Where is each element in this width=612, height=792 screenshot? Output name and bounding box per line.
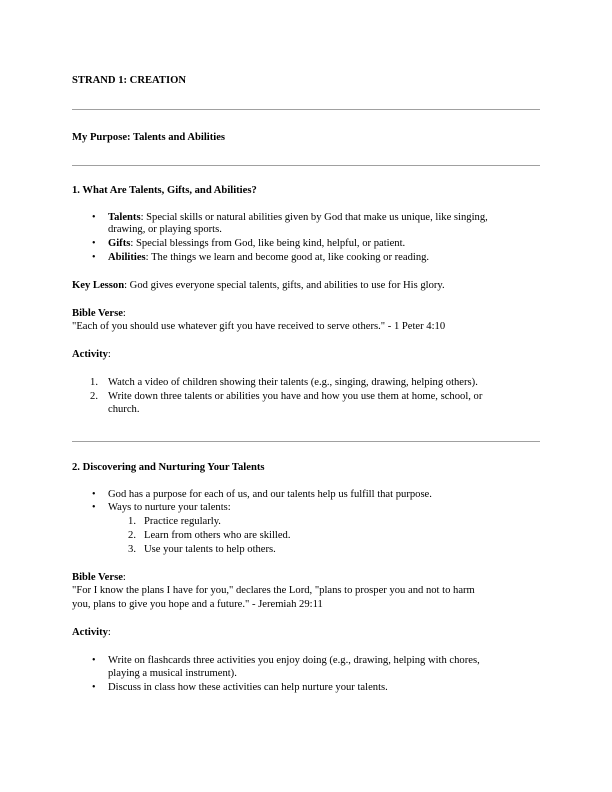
unit-title: My Purpose: Talents and Abilities	[72, 132, 226, 143]
sub-list-item: Learn from others who are skilled.	[144, 530, 291, 541]
bullet-icon: •	[92, 682, 96, 693]
section2-heading: 2. Discovering and Nurturing Your Talents	[72, 462, 265, 473]
section1-heading: 1. What Are Talents, Gifts, and Abilities?	[72, 185, 257, 196]
sub-list-item: Use your talents to help others.	[144, 544, 276, 555]
divider	[72, 109, 540, 110]
bullet-icon: •	[92, 655, 96, 666]
bible-verse-label: Bible Verse:	[72, 572, 126, 583]
list-item: Watch a video of children showing their talents (e.g., singing, drawing, helping others).	[108, 377, 478, 388]
activity-label: Activity:	[72, 349, 111, 360]
bible-verse-label: Bible Verse:	[72, 308, 126, 319]
bullet-icon: •	[92, 252, 96, 263]
list-item: God has a purpose for each of us, and our talents help us fulfill that purpose.	[108, 489, 432, 500]
list-number: 3.	[128, 544, 136, 555]
key-lesson: Key Lesson: God gives everyone special talents, gifts, and abilities to use for His glory.	[72, 280, 445, 291]
bullet-icon: •	[92, 238, 96, 249]
list-number: 1.	[128, 516, 136, 527]
list-item-continuation: drawing, or playing sports.	[108, 224, 222, 235]
list-number: 2.	[128, 530, 136, 541]
activity-label: Activity:	[72, 627, 111, 638]
list-item: Write down three talents or abilities you have and how you use them at home, school, or	[108, 391, 483, 402]
bullet-icon: •	[92, 489, 96, 500]
divider	[72, 165, 540, 166]
bullet-icon: •	[92, 212, 96, 223]
list-item: Gifts: Special blessings from God, like being kind, helpful, or patient.	[108, 238, 406, 249]
divider	[72, 441, 540, 442]
list-number: 2.	[90, 391, 98, 402]
bullet-icon: •	[92, 502, 96, 513]
list-item-continuation: church.	[108, 404, 140, 415]
list-item: Write on flashcards three activities you enjoy doing (e.g., drawing, helping with chores,	[108, 655, 480, 666]
strand-title: STRAND 1: CREATION	[72, 75, 186, 86]
list-item: Talents: Special skills or natural abilities given by God that make us unique, like singing,	[108, 212, 488, 223]
bible-verse-text: "Each of you should use whatever gift you have received to serve others." - 1 Peter 4:10	[72, 321, 446, 332]
list-item-continuation: playing a musical instrument).	[108, 668, 237, 679]
list-number: 1.	[90, 377, 98, 388]
bible-verse-text-continuation: you, plans to give you hope and a future." - Jeremiah 29:11	[72, 599, 323, 610]
bible-verse-text: "For I know the plans I have for you," declares the Lord, "plans to prosper you and not to harm	[72, 585, 475, 596]
sub-list-item: Practice regularly.	[144, 516, 221, 527]
list-item: Ways to nurture your talents:	[108, 502, 231, 513]
list-item: Discuss in class how these activities can help nurture your talents.	[108, 682, 388, 693]
list-item: Abilities: The things we learn and become good at, like cooking or reading.	[108, 252, 430, 263]
